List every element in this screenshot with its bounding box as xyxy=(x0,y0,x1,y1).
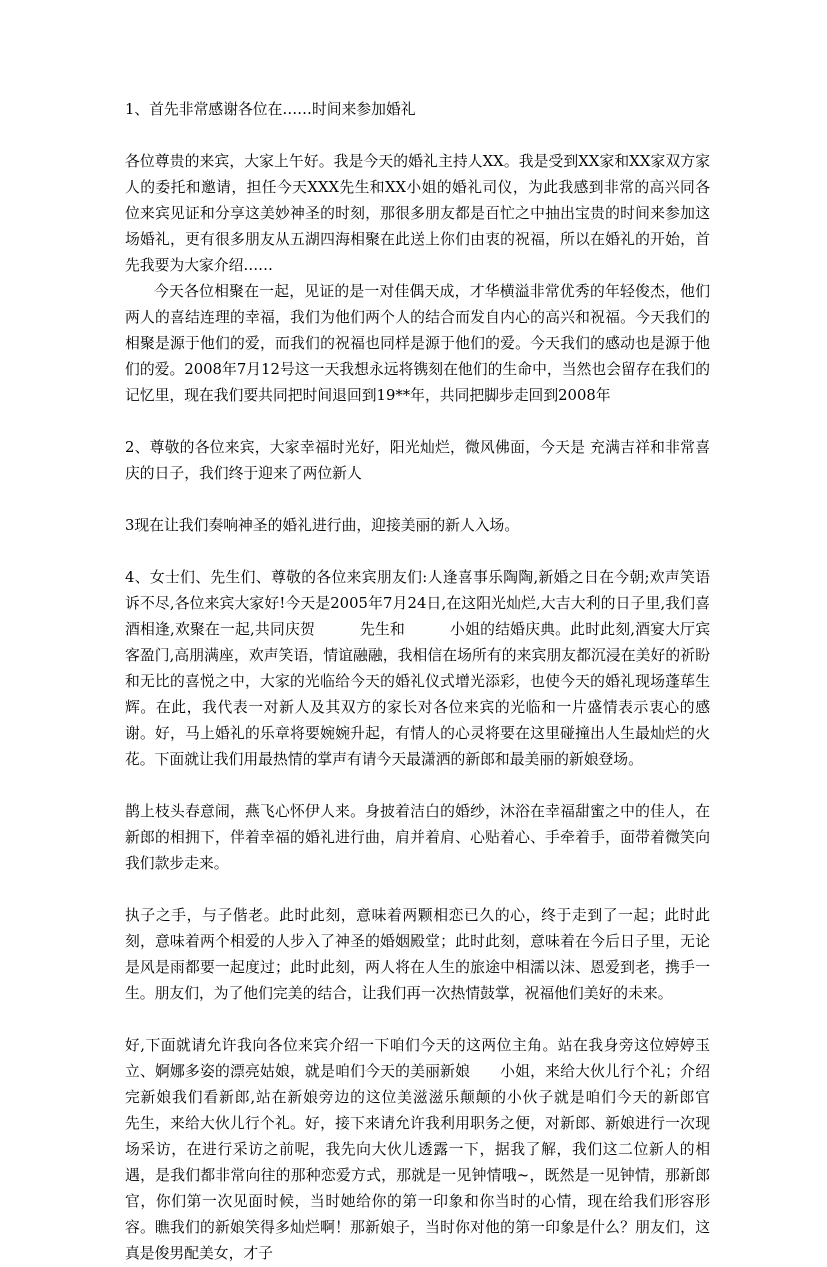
paragraph-gap xyxy=(125,123,710,149)
paragraph-section-4: 4、女士们、先生们、尊敬的各位来宾朋友们:人逢喜事乐陶陶,新婚之日在今朝;欢声笑语诉不尽,各位来宾大家好!今天是2005年7月24日,在这阳光灿烂,大吉大利的日子里,我们喜酒相逢,欢聚在一起,共同庆贺 先生和 小姐的结婚庆典。此时此刻,酒宴大厅宾客盈门,高朋满座，欢声笑语，情谊融融，我相信在场所有的来宾朋友都沉浸在美好的祈盼和无比的喜悦之中，大家的光临给今天的婚礼仪式增光添彩，也使今天的婚礼现场蓬荜生辉。在此，我代表一对新人及其双方的家长对各位来宾的光临和一片盛情表示衷心的感谢。好，马上婚礼的乐章将要婉婉升起，有情人的心灵将要在这里碰撞出人生最灿烂的火花。下面就让我们用最热情的掌声有请今天最潇洒的新郎和最美丽的新娘登场。 xyxy=(125,569,710,768)
paragraph-gathering: 今天各位相聚在一起，见证的是一对佳偶天成，才华横溢非常优秀的年轻俊杰，他们两人的喜结连理的幸福，我们为他们两个人的结合而发自内心的高兴和祝福。今天我们的相聚是源于他们的爱，而我们的祝福也同样是源于他们的爱。今天我们的感动也是源于他们的爱。2008年7月12号这一天我想永远将镌刻在他们的生命中，当然也会留存在我们的记忆里，现在我们要共同把时间退回到19**年，共同把脚步走回到2008年 xyxy=(125,283,710,404)
paragraph-section-3: 3现在让我们奏响神圣的婚礼进行曲，迎接美丽的新人入场。 xyxy=(125,517,520,534)
paragraph-gap xyxy=(125,773,710,799)
paragraph-section-2: 2、尊敬的各位来宾，大家幸福时光好，阳光灿烂，微风佛面，今天是 充满吉祥和非常喜庆的日子，我们终于迎来了两位新人 xyxy=(125,439,710,482)
paragraph-welcome: 各位尊贵的来宾，大家上午好。我是今天的婚礼主持人XX。我是受到XX家和XX家双方家人的委托和邀请，担任今天XXX先生和XX小姐的婚礼司仪，为此我感到非常的高兴同各位来宾见证和分享这美妙神圣的时刻，那很多朋友都是百忙之中抽出宝贵的时间来参加这场婚礼，更有很多朋友从五湖四海相聚在此送上你们由衷的祝福，所以在婚礼的开始，首先我要为大家介绍…… xyxy=(125,153,710,274)
paragraph-gap xyxy=(125,877,710,903)
paragraph-gap xyxy=(125,539,710,565)
paragraph-vows: 执子之手，与子偕老。此时此刻，意味着两颗相恋已久的心，终于走到了一起；此时此刻，意味着两个相爱的人步入了神圣的婚姻殿堂；此时此刻，意味着在今后日子里，无论是风是雨都要一起度过；此时此刻，两人将在人生的旅途中相濡以沫、恩爱到老，携手一生。朋友们，为了他们完美的结合，让我们再一次热情鼓掌，祝福他们美好的未来。 xyxy=(125,907,710,1002)
paragraph-gap xyxy=(125,487,710,513)
paragraph-bride-entrance: 鹊上枝头春意闹，燕飞心怀伊人来。身披着洁白的婚纱，沐浴在幸福甜蜜之中的佳人，在新郎的相拥下，伴着幸福的婚礼进行曲，肩并着肩、心贴着心、手牵着手，面带着微笑向我们款步走来。 xyxy=(125,803,710,872)
paragraph-gap xyxy=(125,409,710,435)
paragraph-gap xyxy=(125,1007,710,1033)
paragraph-heading-1: 1、首先非常感谢各位在……时间来参加婚礼 xyxy=(125,101,416,118)
document-page xyxy=(125,97,740,1267)
paragraph-introduction: 好,下面就请允许我向各位来宾介绍一下咱们今天的这两位主角。站在我身旁这位婷婷玉立、婀娜多姿的漂亮姑娘，就是咱们今天的美丽新娘 小姐，来给大伙儿行个礼；介绍完新娘我们看新郎,站在新娘旁边的这位美滋滋乐颠颠的小伙子就是咱们今天的新郎官 先生，来给大伙儿行个礼。好，接下来请允许我利用职务之便，对新郎、新娘进行一次现场采访，在进行采访之前呢，我先向大伙儿透露一下，据我了解，我们这二位新人的相遇，是我们都非常向往的那种恋爱方式，那就是一见钟情哦~，既然是一见钟情，那新郎官，你们第一次见面时候，当时她给你的第一印象和你当时的心情，现在给我们形容形容。瞧我们的新娘笑得多灿烂啊！那新娘子，当时你对他的第一印象是什么？朋友们，这真是俊男配美女，才子 xyxy=(125,1037,740,1262)
